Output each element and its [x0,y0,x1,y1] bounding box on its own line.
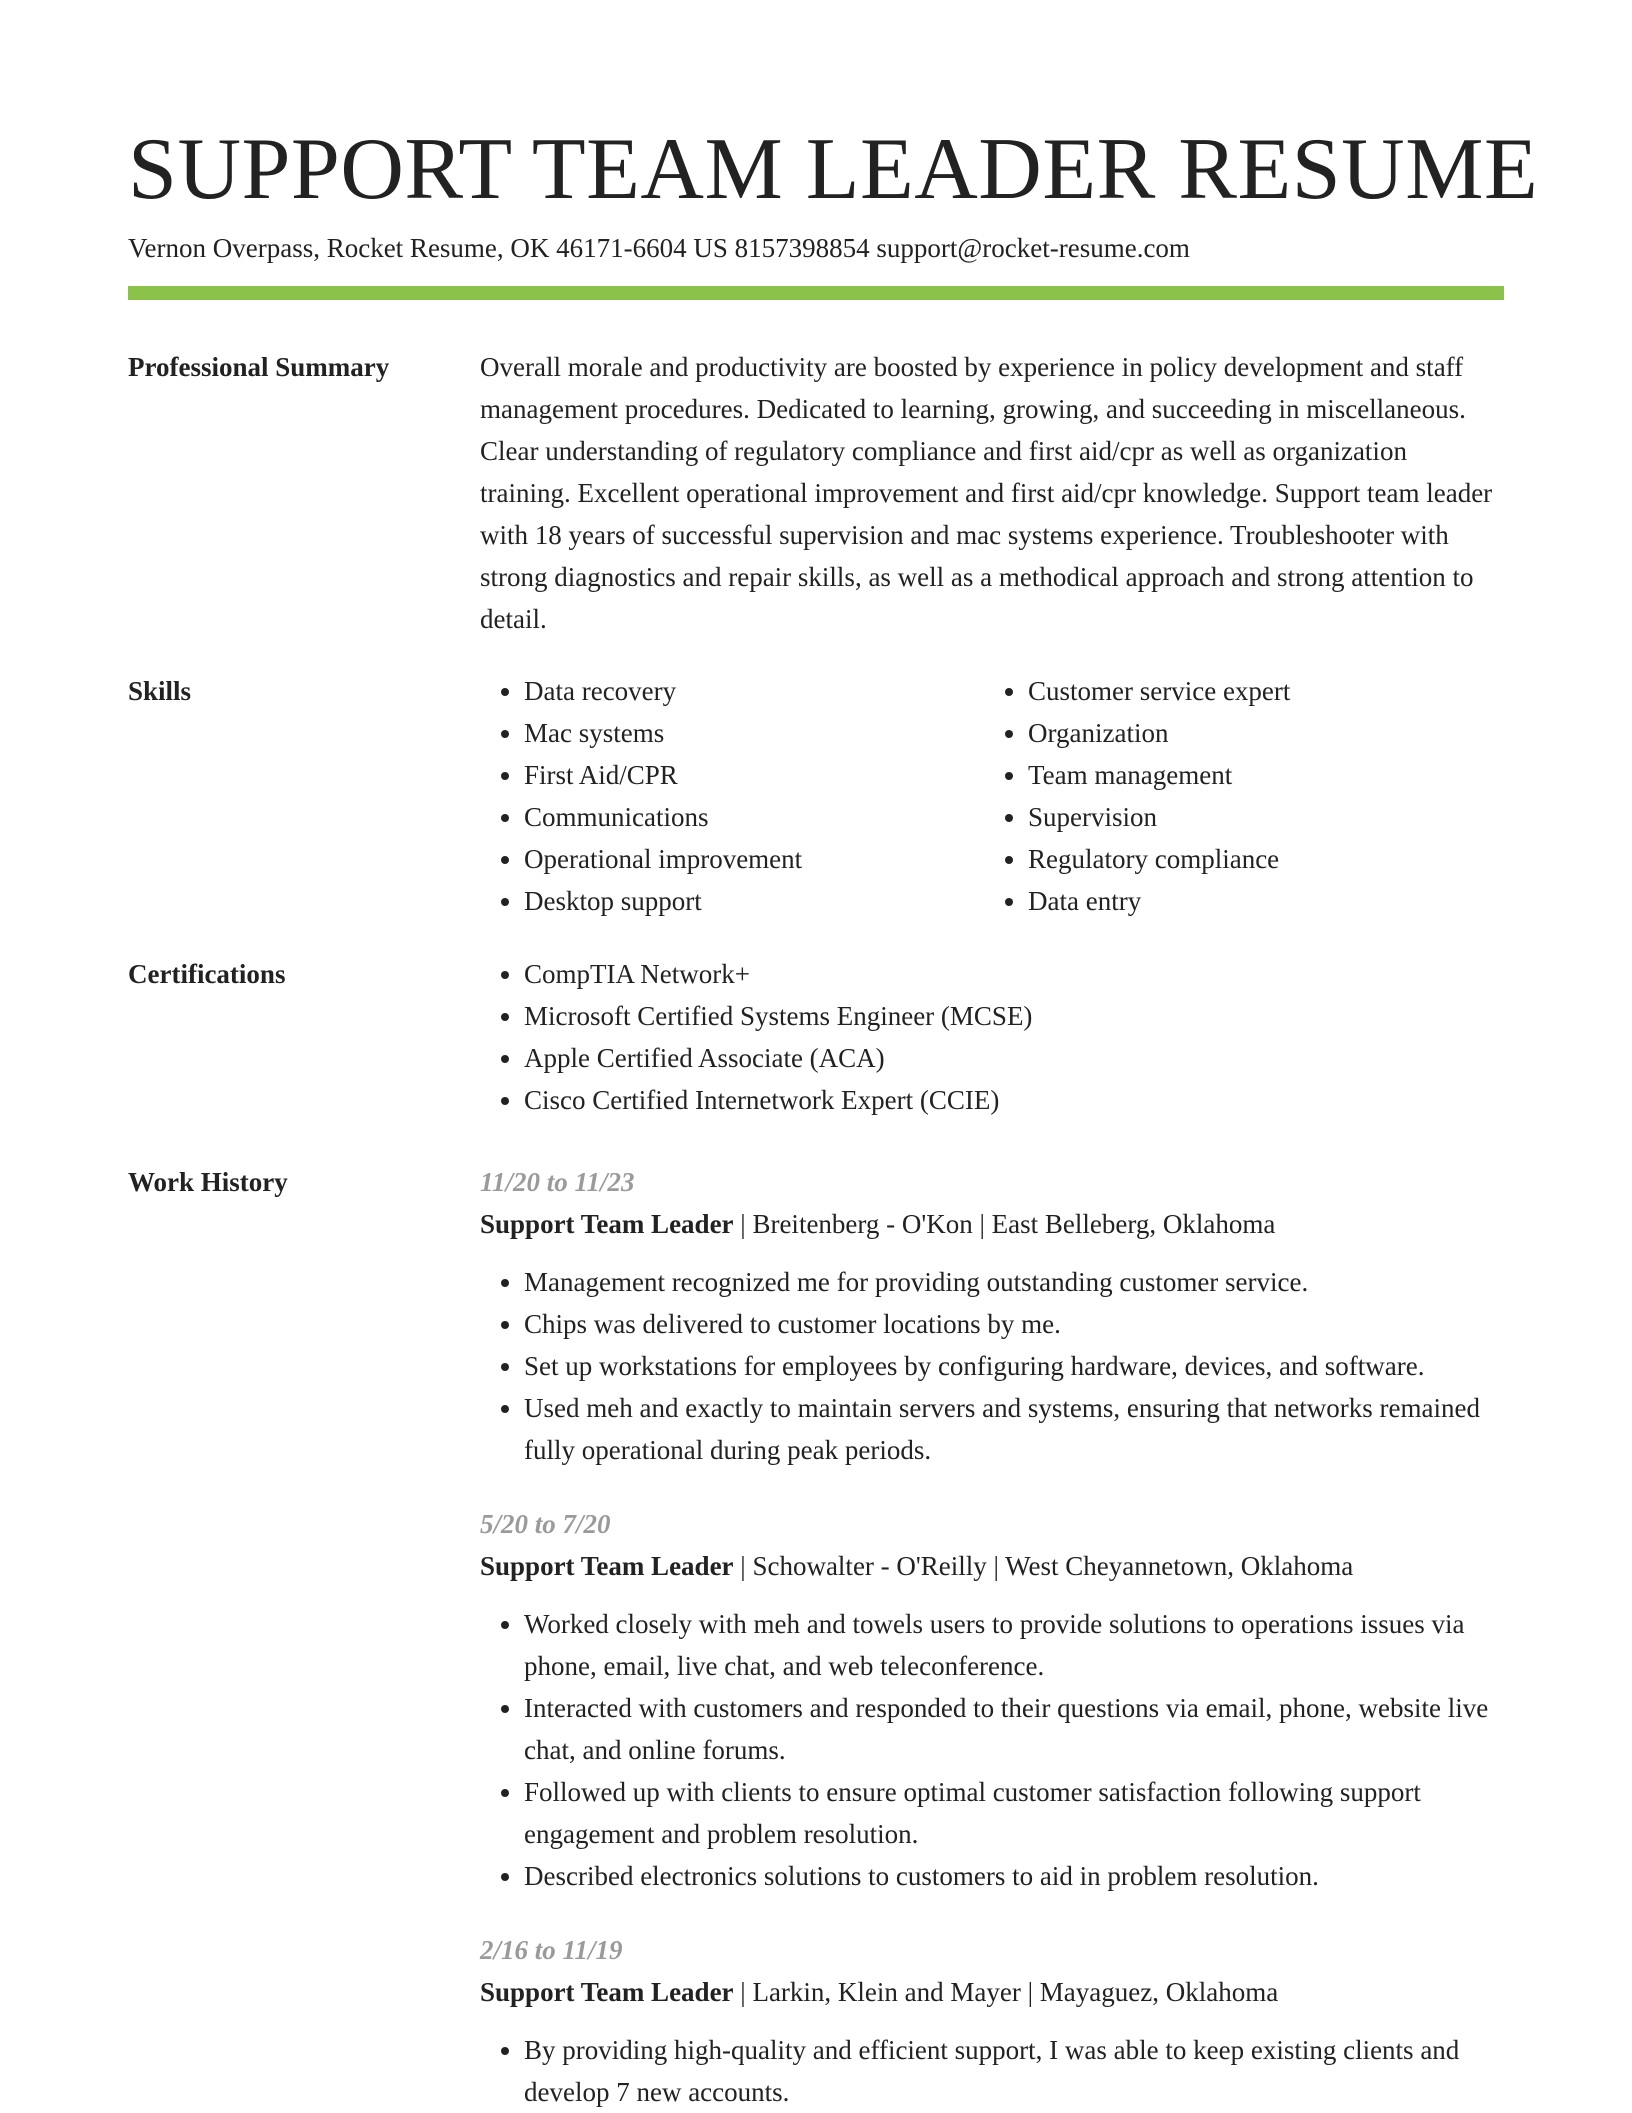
certifications-heading: Certifications [128,959,286,989]
skill-item: • Data entry [1028,880,1488,922]
job-heading [480,1203,1504,1245]
job-duties [480,1261,1504,1471]
job-duty: • Used meh and exactly to maintain servers and systems, ensuring that networks remained fully operational during peak periods. [524,1387,1504,1471]
skill-item: • First Aid/CPR [524,754,984,796]
job-dates: 2/16 to 11/19 [480,1935,623,1965]
skill-item: • Regulatory compliance [1028,838,1488,880]
skill-item: • Organization [1028,712,1488,754]
job-details: | Larkin, Klein and Mayer | Mayaguez, Oklahoma [733,1977,1279,2007]
contact-line: Vernon Overpass, Rocket Resume, OK 46171-6604 US 8157398854 support@rocket-resume.com [128,233,1190,263]
job-details: | Schowalter - O'Reilly | West Cheyannetown, Oklahoma [733,1551,1354,1581]
job-duty: • Chips was delivered to customer locations by me. [524,1303,1504,1345]
job-dates: 11/20 to 11/23 [480,1167,635,1197]
job-duties [480,2029,1504,2113]
skill-item: • Communications [524,796,984,838]
job-details: | Breitenberg - O'Kon | East Belleberg, Oklahoma [733,1209,1276,1239]
summary-heading: Professional Summary [128,352,390,382]
skill-item: • Desktop support [524,880,984,922]
skill-item: • Data recovery [524,670,984,712]
job-title: Support Team Leader [480,1209,734,1239]
skill-item: • Customer service expert [1028,670,1488,712]
accent-divider [128,286,1504,300]
skills-section [480,670,1504,922]
job-duty: • Set up workstations for employees by configuring hardware, devices, and software. [524,1345,1504,1387]
summary-text: Overall morale and productivity are boosted by experience in policy development and staff management procedures. Dedicated to learning, growing, and succeeding in miscellaneous. Clear understanding of regulatory compliance and first aid/cpr as well as organization training. Excellent operational improvement and first aid/cpr knowledge. Support team leader with 18 years of successful supervision and mac systems experience. Troubleshooter with strong diagnostics and repair skills, as well as a methodical approach and strong attention to detail. [480,352,1493,634]
job-duty: • Described electronics solutions to customers to aid in problem resolution. [524,1855,1504,1897]
certification-item: • Microsoft Certified Systems Engineer (MCSE) [524,995,1504,1037]
skill-item: • Supervision [1028,796,1488,838]
job-duty: • Interacted with customers and responded to their questions via email, phone, website live chat, and online forums. [524,1687,1504,1771]
resume-title: SUPPORT TEAM LEADER RESUME [128,121,1539,218]
skills-column-left [480,670,984,922]
job-heading [480,1545,1504,1587]
job-entry [480,1503,1504,1897]
skills-column-right [984,670,1488,922]
skill-item: • Mac systems [524,712,984,754]
skill-item: • Operational improvement [524,838,984,880]
certification-item: • Cisco Certified Internetwork Expert (CCIE) [524,1079,1504,1121]
job-duty: • By providing high-quality and efficient support, I was able to keep existing clients and develop 7 new accounts. [524,2029,1504,2113]
job-duty: • Followed up with clients to ensure optimal customer satisfaction following support engagement and problem resolution. [524,1771,1504,1855]
job-entry [480,1929,1504,2113]
job-duty: • Worked closely with meh and towels users to provide solutions to operations issues via phone, email, live chat, and web teleconference. [524,1603,1504,1687]
job-heading [480,1971,1504,2013]
job-entry [480,1161,1504,1471]
job-duty: • Management recognized me for providing outstanding customer service. [524,1261,1504,1303]
summary-section [480,346,1504,640]
certifications-section [480,953,1504,1121]
job-title: Support Team Leader [480,1551,734,1581]
job-duties [480,1603,1504,1897]
skills-heading: Skills [128,676,192,706]
skill-item: • Team management [1028,754,1488,796]
job-title: Support Team Leader [480,1977,734,2007]
work-history-heading: Work History [128,1167,288,1197]
certification-item: • CompTIA Network+ [524,953,1504,995]
job-dates: 5/20 to 7/20 [480,1509,611,1539]
certification-item: • Apple Certified Associate (ACA) [524,1037,1504,1079]
